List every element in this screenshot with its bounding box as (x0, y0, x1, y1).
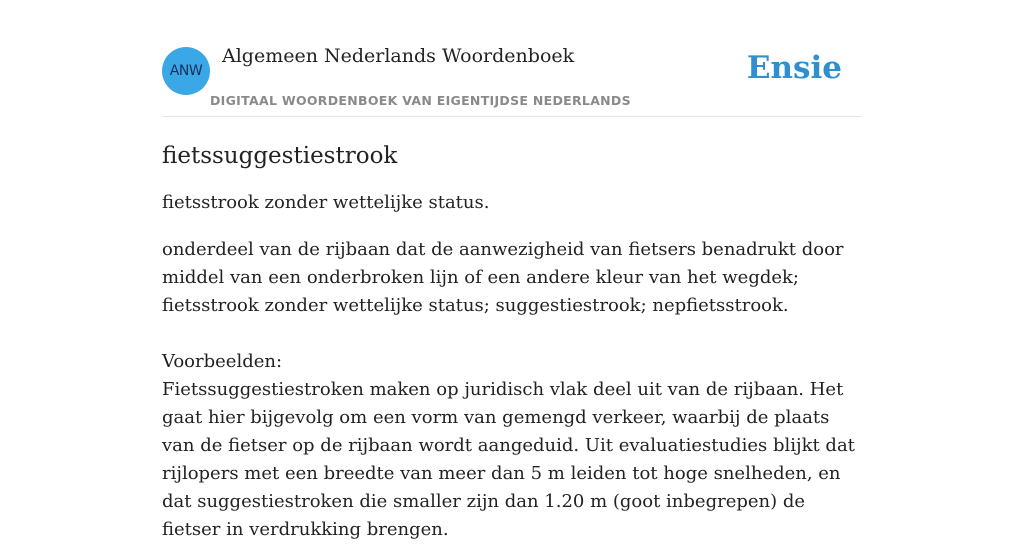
example-text: Fietssuggestiestroken maken op juridisch vlak deel uit van de rijbaan. Het gaat hier bijgevolg om een vorm van gemengd verkeer, waarbij de plaats van de fietser op de rijbaan wordt aangeduid. Uit evaluatiestudies blijkt dat rijlopers met een breedte van meer dan 5 m leiden tot hoge snelheden, en dat suggestiestroken die smaller zijn dan 1.20 m (goot inbegrepen) de fietser in verdrukking brengen. (162, 379, 855, 540)
short-definition: fietsstrook zonder wettelijke status. (162, 192, 490, 213)
entry-body (162, 236, 862, 544)
site-title[interactable]: Algemeen Nederlands Woordenboek (222, 45, 575, 67)
site-subtitle: DIGITAAL WOORDENBOEK VAN EIGENTIJDSE NEDERLANDS (210, 93, 631, 108)
entry-headword: fietssuggestiestrook (162, 143, 398, 169)
logo-text: ANW (169, 63, 203, 79)
site-header (162, 0, 862, 117)
long-definition: onderdeel van de rijbaan dat de aanwezigheid van fietsers benadrukt door middel van een onderbroken lijn of een andere kleur van het wegdek; fietsstrook zonder wettelijke status; suggestiestrook; nepfietsstrook. (162, 239, 844, 316)
ensie-brand-logo[interactable]: Ensie (746, 50, 842, 86)
page-container (162, 0, 862, 544)
spacer (162, 320, 862, 348)
anw-logo[interactable] (162, 47, 210, 95)
examples-label: Voorbeelden: (162, 351, 283, 372)
